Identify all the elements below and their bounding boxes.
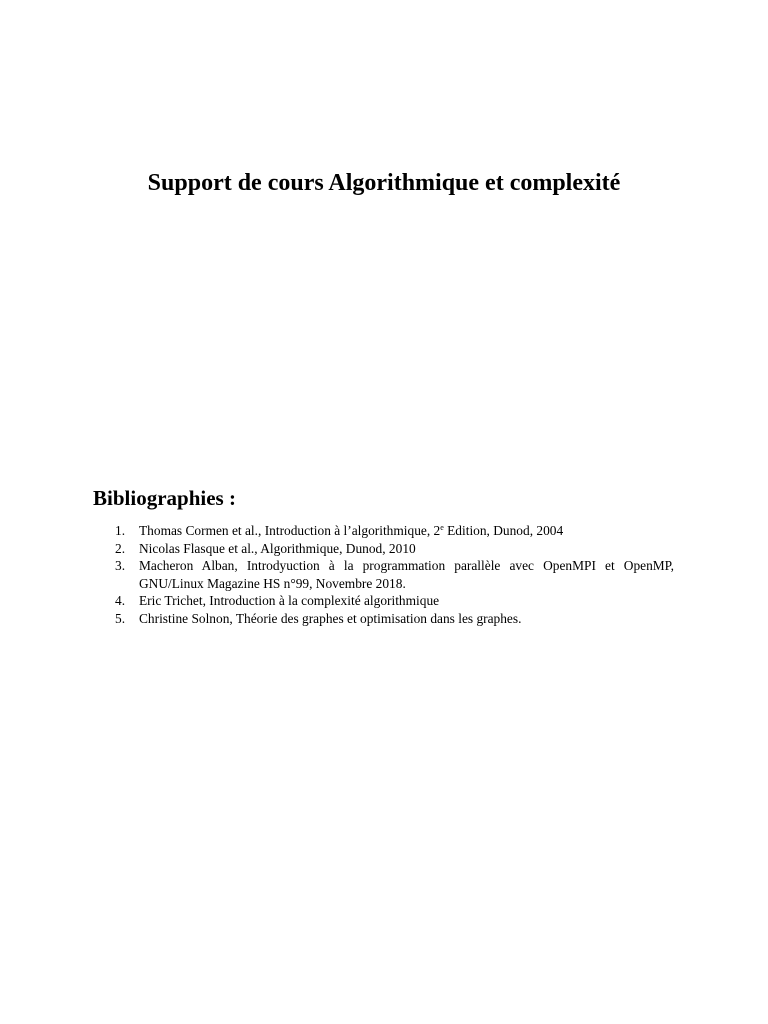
bibliography-item-text: Nicolas Flasque et al., Algorithmique, Dunod, 2010 xyxy=(139,540,416,556)
bibliography-item-number: 3. xyxy=(115,558,126,573)
document-title: Support de cours Algorithmique et complexité xyxy=(147,170,621,196)
bibliography-item-text-part: Thomas Cormen et al., Introduction à l’algorithmique, 2 xyxy=(139,523,441,538)
bibliography-item xyxy=(93,522,674,540)
bibliography-item-text: Christine Solnon, Théorie des graphes et optimisation dans les graphes. xyxy=(139,610,522,626)
bibliography-item-text: Eric Trichet, Introduction à la complexité algorithmique xyxy=(139,593,440,608)
bibliography-item-text xyxy=(139,523,563,538)
bibliography-item-text-part: Edition, Dunod, 2004 xyxy=(443,523,564,538)
bibliography-heading: Bibliographies : xyxy=(93,486,236,510)
edition-superscript: e xyxy=(440,523,444,532)
bibliography-item-number: 2. xyxy=(115,540,126,556)
bibliography-item-text: Macheron Alban, Introdyuction à la programmation parallèle avec OpenMPI et OpenMP, GNU/Linux Magazine HS n°99, Novembre 2018. xyxy=(139,558,674,591)
bibliography-item-number: 4. xyxy=(115,593,126,608)
bibliography-item-number: 1. xyxy=(115,523,126,538)
bibliography-item xyxy=(93,610,674,628)
bibliography-item xyxy=(93,557,674,592)
bibliography-item xyxy=(93,540,674,558)
bibliography-item-number: 5. xyxy=(115,610,126,626)
bibliography-list xyxy=(93,522,674,627)
bibliography-item xyxy=(93,592,674,610)
